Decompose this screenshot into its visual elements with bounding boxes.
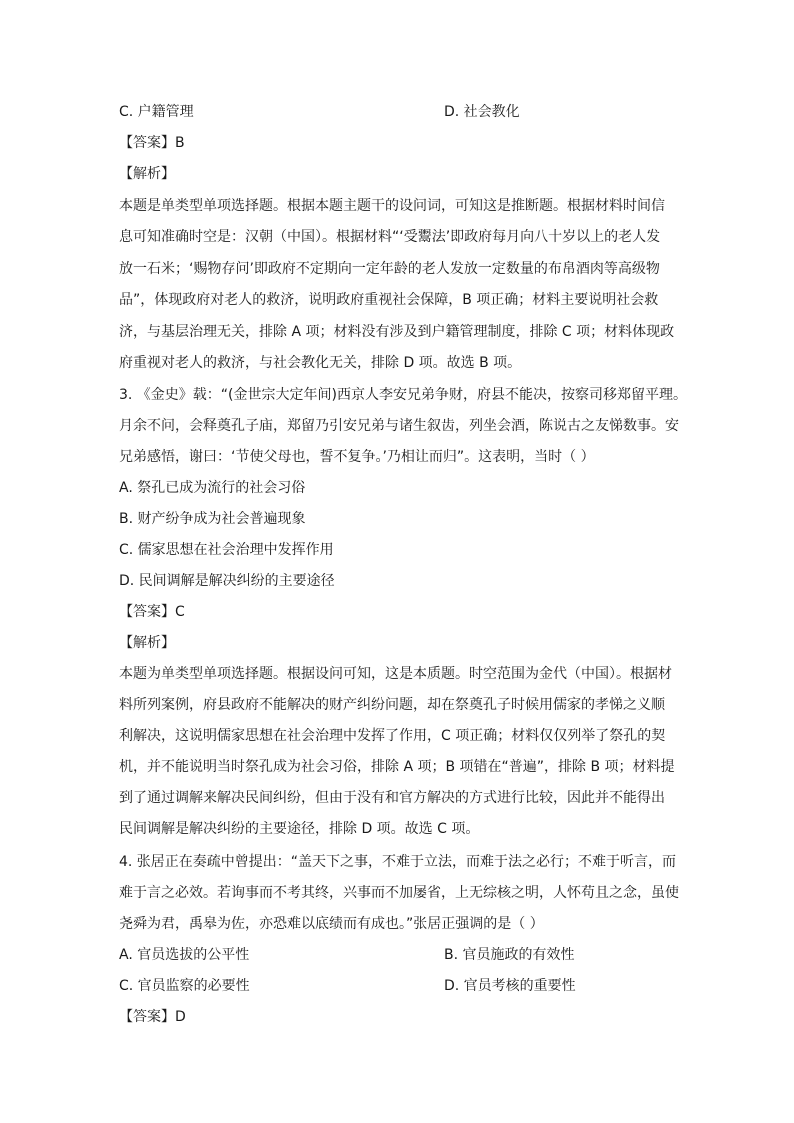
- q2-analysis-heading: 【解析】: [119, 166, 175, 182]
- q2-analysis-line: 品”，体现政府对老人的救济，说明政府重视社会保障，B 项正确；材料主要说明社会救: [119, 292, 659, 308]
- q2-analysis-line: 济，与基层治理无关，排除 A 项；材料没有涉及到户籍管理制度，排除 C 项；材料体现政: [119, 324, 675, 340]
- q2-analysis-line: 息可知准确时空是：汉朝（中国）。根据材料“‘受鬻法’即政府每月向八十岁以上的老人发: [119, 229, 661, 245]
- q3-analysis-heading: 【解析】: [119, 635, 175, 651]
- q3-analysis-line: 机，并不能说明当时祭孔成为社会习俗，排除 A 项；B 项错在“普遍”，排除 B 项；材料提: [119, 759, 675, 775]
- q4-stem-line: 4. 张居正在奏疏中曾提出：“盖天下之事，不难于立法，而难于法之必行；不难于听言，而: [119, 854, 677, 870]
- q4-stem-line: 尧舜为君，禹皋为佐，亦恐难以底绩而有成也。”张居正强调的是（ ）: [119, 916, 544, 932]
- q2-analysis-line: 府重视对老人的救济，与社会教化无关，排除 D 项。故选 B 项。: [119, 355, 522, 371]
- q2-option-d: D. 社会教化: [444, 104, 520, 120]
- q3-stem-line: 兄弟感悟，谢曰：‘节使父母也，誓不复争。’乃相让而归”。这表明，当时（ ）: [119, 449, 595, 465]
- q3-stem-line: 3. 《金史》载：“(金世宗大定年间)西京人李安兄弟争财，府县不能决，按察司移郑留平理。: [119, 387, 687, 403]
- q3-option-c: C. 儒家思想在社会治理中发挥作用: [119, 542, 334, 558]
- q4-option-b: B. 官员施政的有效性: [444, 947, 575, 963]
- q2-analysis-line: 本题是单类型单项选择题。根据本题主题干的设问词，可知这是推断题。根据材料时间信: [119, 198, 665, 214]
- q2-option-c: C. 户籍管理: [119, 104, 194, 120]
- q3-analysis-line: 利解决，这说明儒家思想在社会治理中发挥了作用，C 项正确；材料仅仅列举了祭孔的契: [119, 728, 666, 744]
- q4-option-d: D. 官员考核的重要性: [444, 978, 576, 994]
- q3-answer: 【答案】C: [119, 604, 185, 620]
- q4-answer: 【答案】D: [119, 1009, 186, 1025]
- q4-stem-line: 难于言之必效。若询事而不考其终，兴事而不加屡省，上无综核之明，人怀苟且之念，虽使: [119, 885, 679, 901]
- q4-option-a: A. 官员选拔的公平性: [119, 947, 250, 963]
- q3-analysis-line: 料所列案例，府县政府不能解决的财产纠纷问题，却在祭奠孔子时候用儒家的孝悌之义顺: [119, 697, 665, 713]
- q3-option-b: B. 财产纷争成为社会普遍现象: [119, 511, 306, 527]
- q3-option-a: A. 祭孔已成为流行的社会习俗: [119, 480, 306, 496]
- q2-analysis-line: 放一石米；‘赐物存问’即政府不定期向一定年龄的老人发放一定数量的布帛酒肉等高级物: [119, 261, 660, 277]
- q4-option-c: C. 官员监察的必要性: [119, 978, 250, 994]
- q3-stem-line: 月余不问，会释奠孔子庙，郑留乃引安兄弟与诸生叙齿，列坐会酒，陈说古之友悌数事。安: [119, 418, 679, 434]
- q3-analysis-line: 民间调解是解决纠纷的主要途径，排除 D 项。故选 C 项。: [119, 821, 480, 837]
- q3-analysis-line: 本题为单类型单项选择题。根据设问可知，这是本质题。时空范围为金代（中国）。根据材: [119, 666, 672, 682]
- q3-analysis-line: 到了通过调解来解决民间纠纷，但由于没有和官方解决的方式进行比较，因此并不能得出: [119, 790, 665, 806]
- q3-option-d: D. 民间调解是解决纠纷的主要途径: [119, 573, 335, 589]
- q2-answer: 【答案】B: [119, 135, 185, 151]
